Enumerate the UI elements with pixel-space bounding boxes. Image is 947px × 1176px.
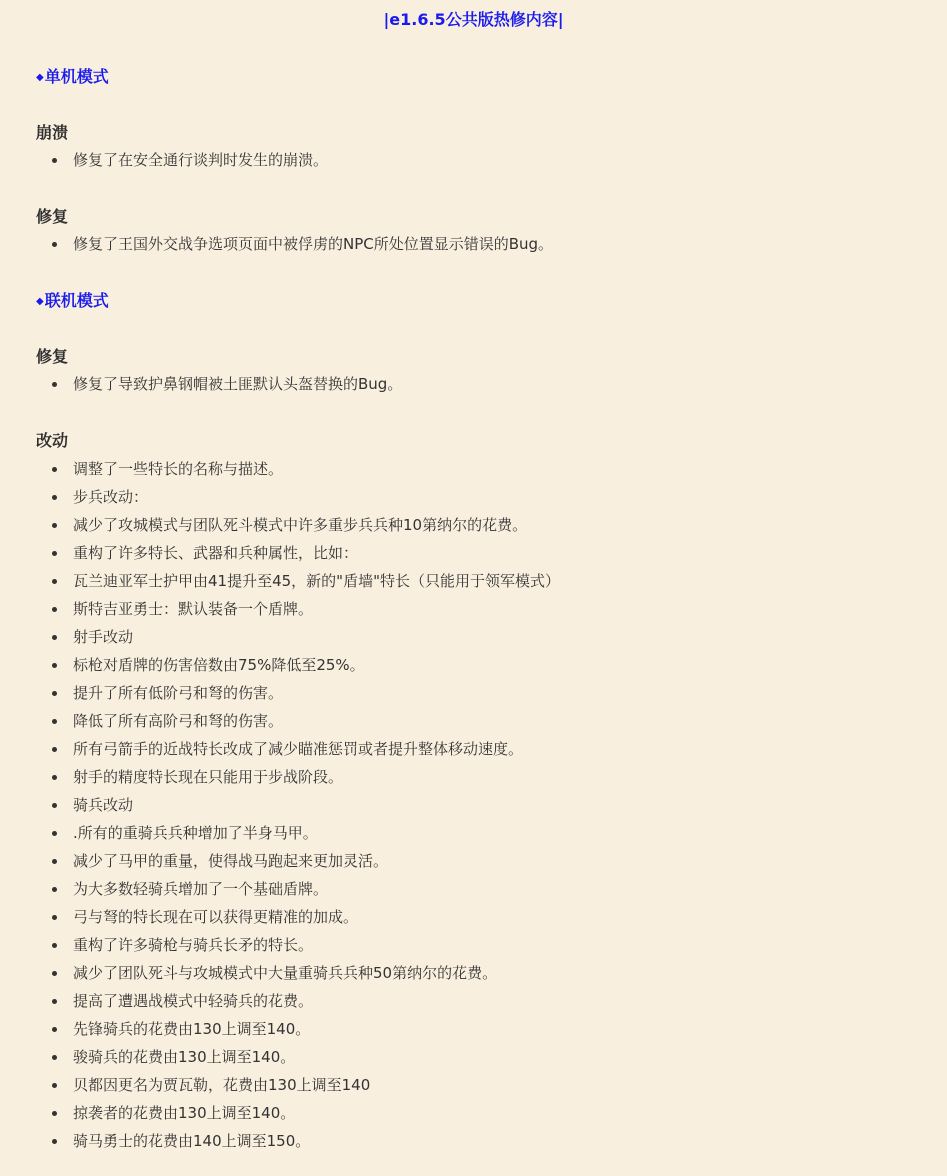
mode-label: 单机模式 bbox=[44, 67, 109, 86]
list-item-text: 提高了遭遇战模式中轻骑兵的花费。 bbox=[73, 992, 314, 1010]
list-item bbox=[36, 539, 560, 567]
bullet-icon bbox=[52, 1055, 57, 1060]
list-item-text: 射手改动 bbox=[73, 628, 134, 646]
crash-list bbox=[36, 146, 328, 174]
list-item-text: 提升了所有低阶弓和弩的伤害。 bbox=[73, 684, 284, 702]
title-right-bar: | bbox=[557, 10, 564, 29]
list-item-text: 减少了攻城模式与团队死斗模式中许多重步兵兵种10第纳尔的花费。 bbox=[73, 516, 528, 534]
bullet-icon bbox=[52, 859, 57, 864]
list-item-text: 修复了导致护鼻钢帽被土匪默认头盔替换的Bug。 bbox=[73, 375, 403, 393]
bullet-icon bbox=[52, 719, 57, 724]
group-heading-crash: 崩溃 bbox=[36, 123, 69, 142]
page-title bbox=[383, 9, 563, 31]
list-item bbox=[36, 679, 560, 707]
list-item bbox=[36, 623, 560, 651]
list-item-text: 降低了所有高阶弓和弩的伤害。 bbox=[73, 712, 284, 730]
list-item-text: 骏骑兵的花费由130上调至140。 bbox=[73, 1048, 296, 1066]
group-heading-fix-mp: 修复 bbox=[36, 347, 69, 366]
list-item bbox=[36, 651, 560, 679]
bullet-icon bbox=[52, 663, 57, 668]
list-item-text: 瓦兰迪亚军士护甲由41提升至45，新的"盾墙"特长（只能用于领军模式） bbox=[73, 572, 560, 590]
bullet-icon bbox=[52, 943, 57, 948]
list-item-text: 修复了王国外交战争选项页面中被俘虏的NPC所处位置显示错误的Bug。 bbox=[73, 235, 554, 253]
changes-list bbox=[36, 455, 560, 1155]
list-item-text: 修复了在安全通行谈判时发生的崩溃。 bbox=[73, 151, 329, 169]
title-row bbox=[0, 9, 947, 31]
list-item bbox=[36, 959, 560, 987]
bullet-icon bbox=[52, 158, 57, 163]
list-item bbox=[36, 931, 560, 959]
list-item bbox=[36, 1127, 560, 1155]
list-item bbox=[36, 819, 560, 847]
list-item-text: 所有弓箭手的近战特长改成了减少瞄准惩罚或者提升整体移动速度。 bbox=[73, 740, 524, 758]
list-item-text: 斯特吉亚勇士：默认装备一个盾牌。 bbox=[73, 600, 314, 618]
list-item-text: 调整了一些特长的名称与描述。 bbox=[73, 460, 284, 478]
bullet-icon bbox=[52, 523, 57, 528]
list-item bbox=[36, 847, 560, 875]
list-item bbox=[36, 511, 560, 539]
list-item bbox=[36, 1043, 560, 1071]
bullet-icon bbox=[52, 242, 57, 247]
bullet-icon bbox=[52, 691, 57, 696]
bullet-icon bbox=[52, 495, 57, 500]
fix-list-mp bbox=[36, 370, 402, 398]
list-item bbox=[36, 791, 560, 819]
list-item bbox=[36, 455, 560, 483]
list-item-text: 弓与弩的特长现在可以获得更精准的加成。 bbox=[73, 908, 359, 926]
list-item-text: 贝都因更名为贾瓦勒，花费由130上调至140 bbox=[73, 1076, 371, 1094]
list-item bbox=[36, 483, 560, 511]
bullet-icon bbox=[52, 747, 57, 752]
list-item bbox=[36, 567, 560, 595]
mode-heading-multiplayer bbox=[36, 290, 109, 313]
bullet-icon bbox=[52, 579, 57, 584]
list-item bbox=[36, 987, 560, 1015]
title-left-bar: | bbox=[383, 10, 390, 29]
list-item-text: 标枪对盾牌的伤害倍数由75%降低至25%。 bbox=[73, 656, 365, 674]
bullet-icon bbox=[52, 831, 57, 836]
list-item bbox=[36, 146, 328, 174]
list-item bbox=[36, 735, 560, 763]
list-item bbox=[36, 903, 560, 931]
bullet-icon bbox=[52, 1027, 57, 1032]
list-item-text: 减少了马甲的重量，使得战马跑起来更加灵活。 bbox=[73, 852, 389, 870]
bullet-icon bbox=[52, 971, 57, 976]
mode-label: 联机模式 bbox=[44, 291, 109, 310]
list-item-text: 骑兵改动 bbox=[73, 796, 134, 814]
bullet-icon bbox=[52, 915, 57, 920]
list-item-text: 先锋骑兵的花费由130上调至140。 bbox=[73, 1020, 311, 1038]
mode-heading-singleplayer bbox=[36, 66, 109, 89]
list-item-text: 骑马勇士的花费由140上调至150。 bbox=[73, 1132, 311, 1150]
bullet-icon bbox=[52, 1139, 57, 1144]
fix-list bbox=[36, 230, 553, 258]
bullet-icon bbox=[52, 1083, 57, 1088]
bullet-icon bbox=[52, 382, 57, 387]
list-item bbox=[36, 1099, 560, 1127]
diamond-icon: ◆ bbox=[36, 295, 44, 307]
bullet-icon bbox=[52, 887, 57, 892]
group-heading-fix: 修复 bbox=[36, 207, 69, 226]
list-item bbox=[36, 230, 553, 258]
list-item-text: 减少了团队死斗与攻城模式中大量重骑兵兵种50第纳尔的花费。 bbox=[73, 964, 498, 982]
list-item bbox=[36, 370, 402, 398]
list-item bbox=[36, 875, 560, 903]
list-item-text: 射手的精度特长现在只能用于步战阶段。 bbox=[73, 768, 344, 786]
bullet-icon bbox=[52, 1111, 57, 1116]
list-item-text: 重构了许多特长、武器和兵种属性，比如： bbox=[73, 544, 359, 562]
bullet-icon bbox=[52, 607, 57, 612]
bullet-icon bbox=[52, 803, 57, 808]
list-item-text: 掠袭者的花费由130上调至140。 bbox=[73, 1104, 296, 1122]
bullet-icon bbox=[52, 775, 57, 780]
list-item bbox=[36, 595, 560, 623]
list-item bbox=[36, 1071, 560, 1099]
bullet-icon bbox=[52, 999, 57, 1004]
diamond-icon: ◆ bbox=[36, 71, 44, 83]
list-item bbox=[36, 707, 560, 735]
list-item bbox=[36, 1015, 560, 1043]
list-item bbox=[36, 763, 560, 791]
bullet-icon bbox=[52, 467, 57, 472]
group-heading-changes: 改动 bbox=[36, 431, 69, 450]
list-item-text: 为大多数轻骑兵增加了一个基础盾牌。 bbox=[73, 880, 329, 898]
bullet-icon bbox=[52, 635, 57, 640]
title-text: e1.6.5公共版热修内容 bbox=[389, 10, 558, 29]
bullet-icon bbox=[52, 551, 57, 556]
list-item-text: 步兵改动： bbox=[73, 488, 149, 506]
list-item-text: .所有的重骑兵兵种增加了半身马甲。 bbox=[73, 824, 318, 842]
list-item-text: 重构了许多骑枪与骑兵长矛的特长。 bbox=[73, 936, 314, 954]
